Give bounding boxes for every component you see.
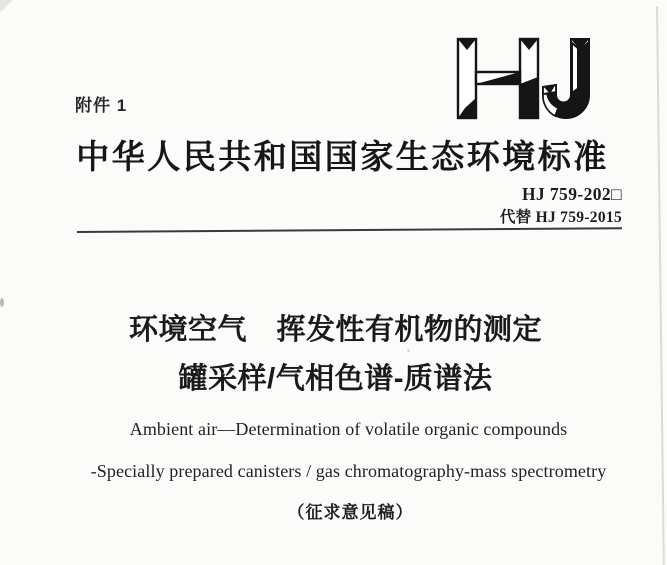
standard-number: HJ 759-202□ bbox=[521, 184, 622, 204]
attachment-label: 附件 1 bbox=[75, 96, 128, 115]
draft-note: （征求意见稿） bbox=[287, 503, 414, 522]
hj-logo-graphic bbox=[452, 28, 602, 128]
hj-logo-icon bbox=[452, 28, 602, 128]
scan-corner-smudge bbox=[0, 0, 13, 13]
hj-logo-text bbox=[602, 28, 603, 29]
standard-number-block bbox=[500, 184, 622, 227]
english-title-line1: Ambient air—Determination of volatile organic compounds bbox=[129, 419, 568, 439]
english-title-line2: -Specially prepared canisters / gas chromatography-mass spectrometry bbox=[90, 461, 607, 481]
scan-speck bbox=[0, 298, 4, 307]
chinese-title-line2: 罐采样/气相色谱-质谱法 bbox=[178, 363, 493, 395]
header-rule bbox=[77, 227, 622, 233]
replaces-note: 代替 HJ 759-2015 bbox=[499, 209, 622, 226]
chinese-title-line1: 环境空气 挥发性有机物的测定 bbox=[128, 314, 542, 346]
chinese-title bbox=[0, 312, 667, 397]
standard-heading: 中华人民共和国国家生态环境标准 bbox=[76, 140, 609, 176]
